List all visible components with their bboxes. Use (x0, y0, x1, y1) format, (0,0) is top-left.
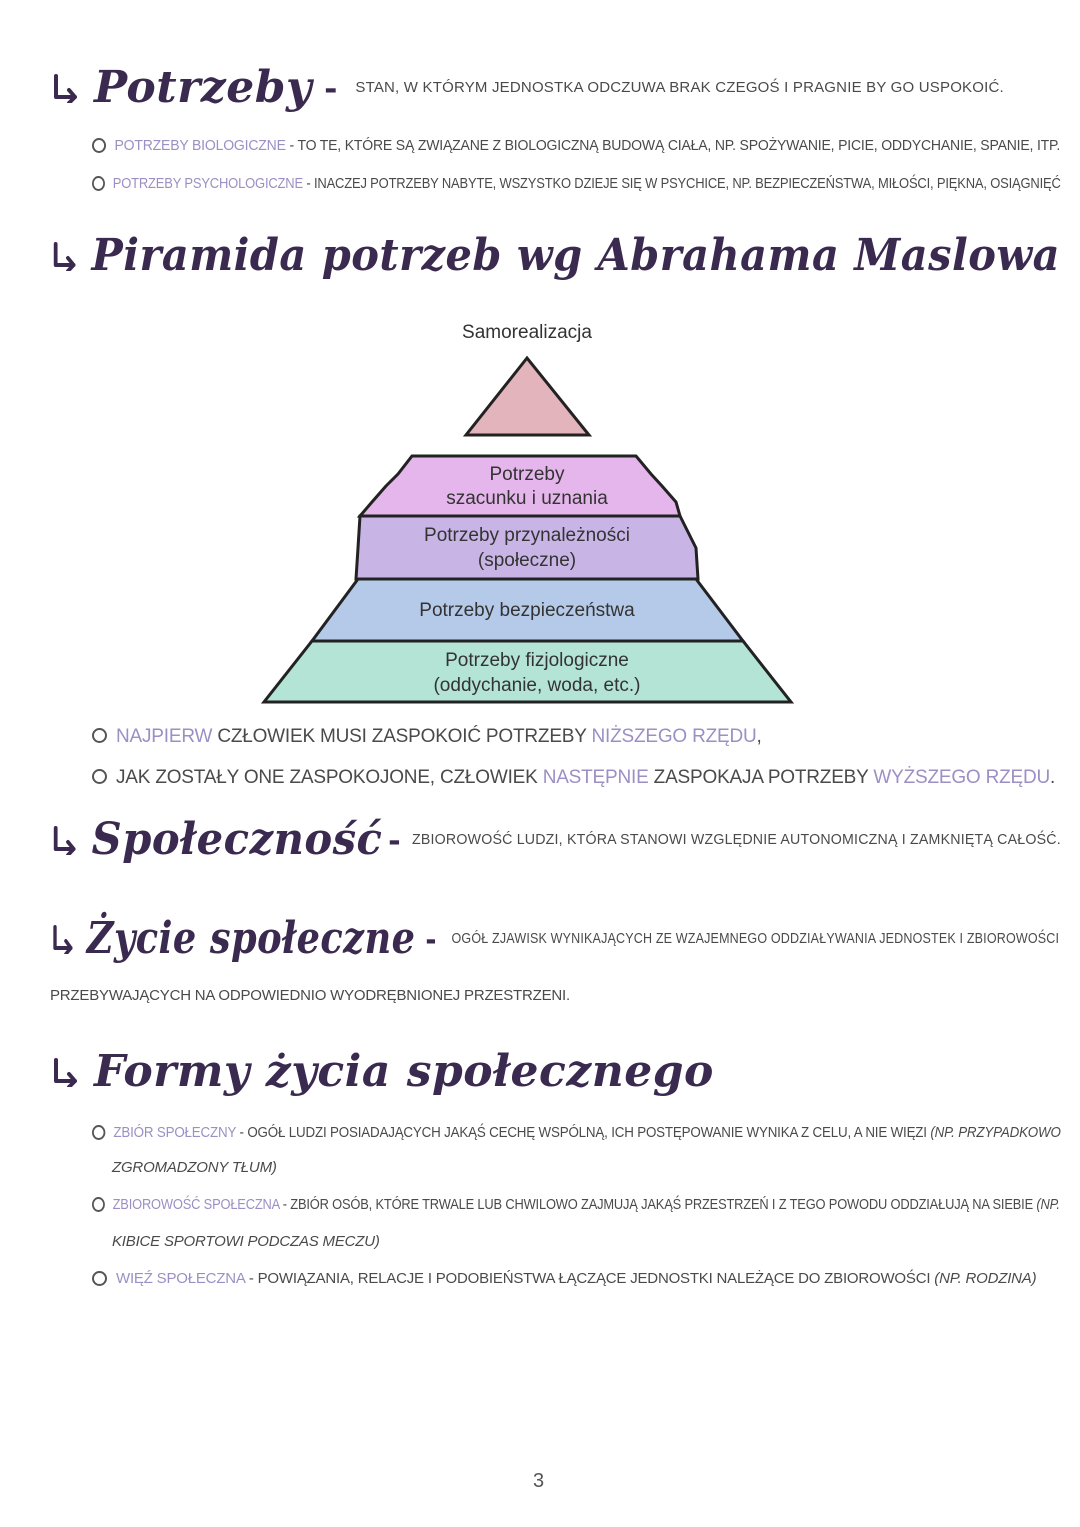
list-item (92, 726, 762, 748)
list-item (92, 137, 1060, 154)
heading-formy (50, 1046, 714, 1097)
bullet-icon (92, 1271, 107, 1286)
level-label: Potrzeby bezpieczeństwa (419, 600, 635, 621)
note-text: JAK ZOSTAŁY ONE ZASPOKOJONE, CZŁOWIEK (116, 767, 543, 788)
term-description: - OGÓŁ LUDZI POSIADAJĄCYCH JAKĄŚ CECHĘ WSPÓLNĄ, ICH POSTĘPOWANIE WYNIKA Z CELU, A NIE WIĘZI (235, 1124, 931, 1141)
level-label: Potrzeby (489, 464, 565, 485)
term-description: - ZBIÓR OSÓB, KTÓRE TRWALE LUB CHWILOWO ZAJMUJĄ JAKĄŚ PRZESTRZEŃ I Z TEGO POWODU ODDZIAŁUJĄ NA SIEBIE (279, 1196, 1037, 1213)
example: (NP. PRZYPADKOWO (930, 1124, 1061, 1141)
heading-zycie (50, 913, 1059, 964)
bullet-icon (92, 176, 105, 191)
arrow-icon (50, 825, 78, 855)
definition: OGÓŁ ZJAWISK WYNIKAJĄCYCH ZE WZAJEMNEGO ODDZIAŁYWANIA JEDNOSTEK I ZBIOROWOŚCI (451, 930, 1060, 947)
bullet-icon (92, 769, 107, 784)
term: POTRZEBY BIOLOGICZNE (114, 137, 286, 154)
note-text: , (756, 726, 762, 747)
definition: ZBIOROWOŚĆ LUDZI, KTÓRA STANOWI WZGLĘDNIE AUTONOMICZNĄ I ZAMKNIĘTĄ CAŁOŚĆ. (412, 831, 1061, 848)
note-text: CZŁOWIEK MUSI ZASPOKOIĆ POTRZEBY (212, 726, 592, 747)
pyramid-level-samorealizacja (466, 358, 589, 435)
level-label: szacunku i uznania (446, 488, 608, 509)
heading-title: Społeczność (91, 814, 383, 865)
arrow-icon (50, 73, 80, 103)
heading-dash: - (388, 820, 401, 859)
bullet-icon (92, 1125, 105, 1140)
bullet-icon (92, 728, 107, 743)
level-label: (oddychanie, woda, etc.) (433, 675, 641, 696)
arrow-icon (50, 1057, 80, 1087)
heading-title: Formy życia społecznego (94, 1046, 714, 1097)
note-text: . (1050, 767, 1056, 788)
note-text: WYŻSZEGO RZĘDU (873, 767, 1051, 788)
level-label-samorealizacja: Samorealizacja (462, 322, 592, 343)
bullet-icon (92, 1197, 105, 1212)
heading-spolecznosc (50, 814, 1061, 865)
list-item (92, 175, 1061, 192)
level-label: Potrzeby fizjologiczne (445, 650, 629, 671)
bullet-icon (92, 138, 106, 153)
list-item (92, 767, 1055, 789)
level-label: Potrzeby przynależności (424, 525, 630, 546)
heading-potrzeby (50, 62, 1004, 113)
term: WIĘŹ SPOŁECZNA (116, 1270, 245, 1287)
list-item (92, 1270, 1036, 1287)
list-item (92, 1124, 1061, 1141)
term: POTRZEBY PSYCHOLOGICZNE (112, 175, 303, 192)
example: (NP. RODZINA) (934, 1270, 1037, 1287)
heading-title: Potrzeby (94, 62, 313, 113)
term: ZBIÓR SPOŁECZNY (113, 1124, 236, 1141)
arrow-icon (50, 924, 75, 954)
note-text: NASTĘPNIE (542, 767, 649, 788)
level-label: (społeczne) (477, 550, 577, 571)
definition-continued: PRZEBYWAJĄCYCH NA ODPOWIEDNIO WYODRĘBNIONEJ PRZESTRZENI. (50, 987, 570, 1004)
term: ZBIOROWOŚĆ SPOŁECZNA (112, 1196, 280, 1213)
example-continued: ZGROMADZONY TŁUM) (112, 1159, 277, 1176)
maslow-pyramid (0, 310, 1080, 720)
note-text: NAJPIERW (116, 726, 213, 747)
example-continued: KIBICE SPORTOWI PODCZAS MECZU) (112, 1233, 380, 1250)
term-description: - POWIĄZANIA, RELACJE I PODOBIEŃSTWA ŁĄCZĄCE JEDNOSTKI NALEŻĄCE DO ZBIOROWOŚCI (244, 1270, 935, 1287)
definition: STAN, W KTÓRYM JEDNOSTKA ODCZUWA BRAK CZEGOŚ I PRAGNIE BY GO USPOKOIĆ. (355, 79, 1004, 96)
term-description: - TO TE, KTÓRE SĄ ZWIĄZANE Z BIOLOGICZNĄ BUDOWĄ CIAŁA, NP. SPOŻYWANIE, PICIE, ODDYCHANIE, SPANIE, ITP. (285, 137, 1061, 154)
list-item (92, 1196, 1060, 1213)
note-text: ZASPOKAJA POTRZEBY (648, 767, 874, 788)
heading-title: Piramida potrzeb wg Abrahama Maslowa (91, 230, 1061, 281)
heading-dash: - (324, 68, 338, 107)
example: (NP. (1036, 1196, 1060, 1213)
page-number: 3 (533, 1470, 545, 1492)
note-text: NIŻSZEGO RZĘDU (591, 726, 757, 747)
heading-piramida (50, 230, 1060, 281)
term-description: - INACZEJ POTRZEBY NABYTE, WSZYSTKO DZIEJE SIĘ W PSYCHICE, NP. BEZPIECZEŃSTWA, MIŁOŚCI, PIĘKNA, OSIĄGNIĘĆ (302, 175, 1061, 192)
heading-dash: - (425, 919, 437, 958)
heading-title: Życie społeczne (86, 913, 416, 964)
arrow-icon (50, 241, 78, 271)
